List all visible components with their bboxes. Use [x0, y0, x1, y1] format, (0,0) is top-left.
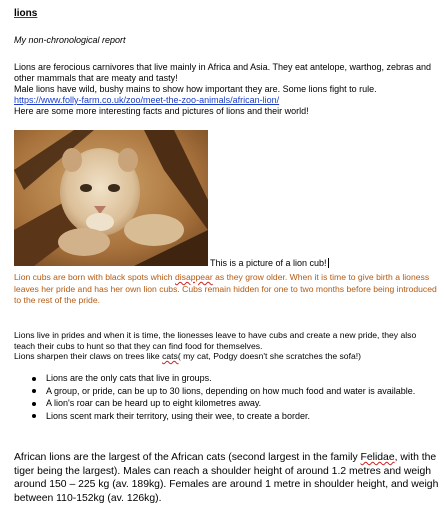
spelling-mark-cats: cats(	[162, 351, 181, 361]
spelling-mark-disappear: disappear	[174, 272, 213, 282]
intro-paragraph	[14, 62, 432, 117]
intro-line-2: Male lions have wild, bushy mains to show how important they are. Some lions fight to rule.	[14, 84, 377, 94]
intro-line-3: Here are some more interesting facts and pictures of lions and their world!	[14, 106, 309, 116]
photo-caption[interactable]: This is a picture of a lion cub!	[210, 258, 327, 268]
document-subtitle: My non-chronological report	[14, 35, 126, 45]
list-item: Lions scent mark their territory, using their wee, to create a border.	[32, 411, 432, 422]
cubs-text-2: as they grow older. When it is time to give birth a lioness leaves her pride and has her own lion cubs. Cubs remain hidden for one to two months before being introduced to the rest of the pride.	[14, 272, 437, 305]
claws-text-2: my cat, Podgy doesn't she scratches the sofa!)	[180, 351, 362, 361]
facts-list	[32, 373, 432, 423]
document-title: lions	[14, 8, 38, 19]
lion-cub-photo	[14, 130, 208, 266]
lion-cubs-paragraph	[14, 272, 438, 307]
claws-text-1: Lions sharpen their claws on trees like	[14, 351, 163, 361]
closing-text-1: African lions are the largest of the African cats (second largest in the family	[14, 452, 361, 463]
prides-paragraph	[14, 330, 436, 362]
list-item: Lions are the only cats that live in groups.	[32, 373, 432, 384]
african-lions-paragraph	[14, 451, 440, 505]
intro-line-1: Lions are ferocious carnivores that live mainly in Africa and Asia. They eat antelope, warthog, zebras and other mammals that are meaty and tasty!	[14, 62, 432, 83]
folly-farm-link[interactable]: https://www.folly-farm.co.uk/zoo/meet-the-zoo-animals/african-lion/	[14, 95, 280, 105]
prides-line-1: Lions live in prides and when it is time, the lionesses leave to have cubs and create a new pride, they also teach their cubs to hunt so that they can find food for themselves.	[14, 330, 417, 351]
cubs-text-1: Lion cubs are born with black spots which	[14, 272, 175, 282]
spelling-mark-felidae: Felidae	[360, 452, 395, 463]
closing-text-2: , with the tiger being the largest). Males can reach a shoulder height of around 1.2 metres and weigh around 150 – 225 kg (av. 189kg). Females are around 1 metre in shoulder height, and weigh between 110-152kg (av. 126kg).	[14, 452, 439, 504]
list-item: A group, or pride, can be up to 30 lions, depending on how much food and water is available.	[32, 386, 432, 397]
prides-line-2	[14, 351, 436, 362]
list-item: A lion's roar can be heard up to eight kilometres away.	[32, 398, 432, 409]
